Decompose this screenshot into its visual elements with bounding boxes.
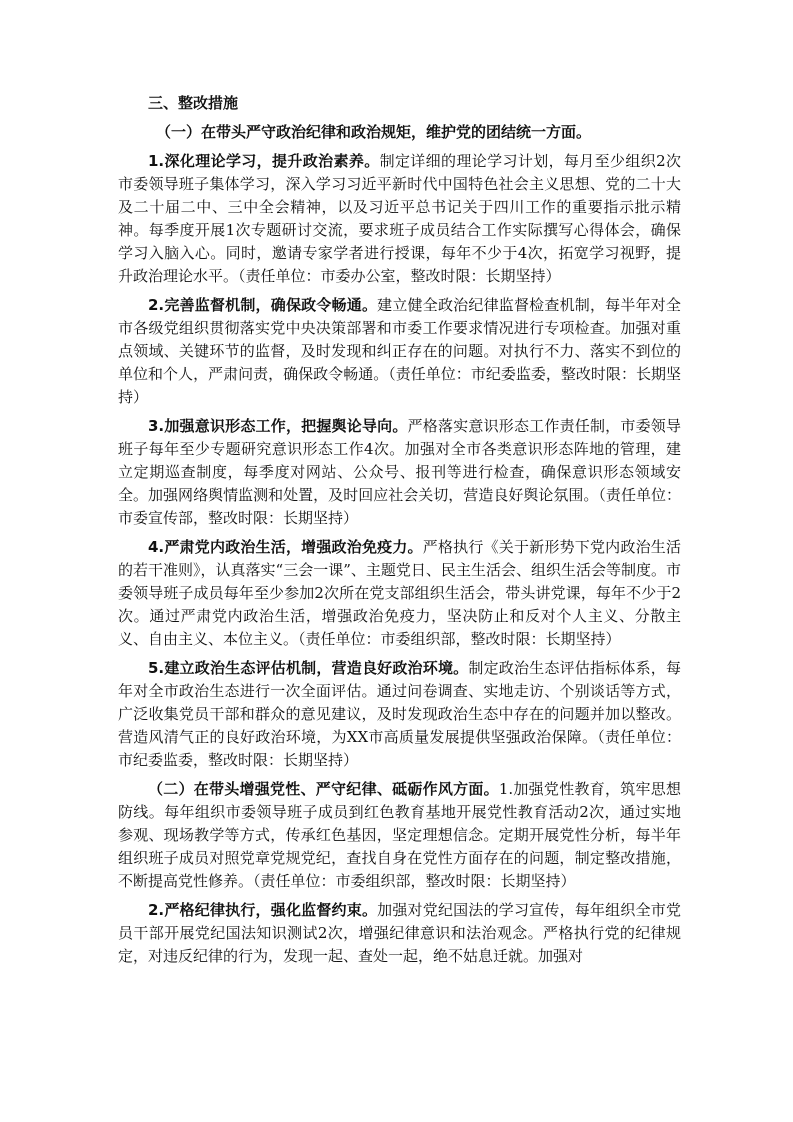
paragraph-heading: 1.深化理论学习，提升政治素养。 (148, 152, 380, 170)
paragraph-item-5 (118, 657, 681, 772)
paragraph-body: 建立健全政治纪律监督检查机制，每半年对全市各级党组织贯彻落实党中央决策部署和市委工作要求情况进行专项检查。加强对重点领域、关键环节的监督，及时发现和纠正存在的问题。对执行不力、落实不到位的单位和个人，严肃问责，确保政令畅通。（责任单位：市纪委监委，整改时限：长期坚持） (118, 296, 681, 406)
subsection-2-paragraph (118, 778, 681, 893)
paragraph-heading: 3.加强意识形态工作，把握舆论导向。 (148, 417, 408, 435)
paragraph-body: 1.加强党性教育，筑牢思想防线。每年组织市委领导班子成员到红色教育基地开展党性教育活动2次，通过实地参观、现场教学等方式，传承红色基因，坚定理想信念。定期开展党性分析，每半年组织班子成员对照党章党规党纪，查找自身在党性方面存在的问题，制定整改措施，不断提高党性修养。（责任单位：市委组织部，整改时限：长期坚持） (118, 780, 681, 890)
section-title: 三、整改措施 (148, 94, 239, 112)
paragraph-item-1 (118, 150, 681, 288)
paragraph-heading: 2.完善监督机制，确保政令畅通。 (148, 296, 378, 314)
paragraph-item-3 (118, 415, 681, 530)
paragraph-item-2b (118, 899, 681, 968)
subsection-title-1: （一）在带头严守政治纪律和政治规矩，维护党的团结统一方面。 (156, 123, 592, 141)
paragraph-heading: 2.严格纪律执行，强化监督约束。 (148, 901, 378, 919)
paragraph-item-4 (118, 536, 681, 651)
paragraph-body: 制定政治生态评估指标体系，每年对全市政治生态进行一次全面评估。通过问卷调查、实地走访、个别谈话等方式，广泛收集党员干部和群众的意见建议，及时发现政治生态中存在的问题并加以整改。营造风清气正的良好政治环境，为XX市高质量发展提供坚强政治保障。（责任单位：市纪委监委，整改时限：长期坚持） (118, 659, 681, 769)
paragraph-body: 严格落实意识形态工作责任制，市委领导班子每年至少专题研究意识形态工作4次。加强对全市各类意识形态阵地的管理，建立定期巡查制度，每季度对网站、公众号、报刊等进行检查，确保意识形态领域安全。加强网络舆情监测和处置，及时回应社会关切，营造良好舆论氛围。（责任单位：市委宣传部，整改时限：长期坚持） (118, 417, 681, 527)
paragraph-body: 加强对党纪国法的学习宣传，每年组织全市党员干部开展党纪国法知识测试2次，增强纪律意识和法治观念。严格执行党的纪律规定，对违反纪律的行为，发现一起、查处一起，绝不姑息迁就。加强对 (118, 901, 681, 965)
paragraph-heading: 4.严肃党内政治生活，增强政治免疫力。 (148, 538, 423, 556)
paragraph-heading: 5.建立政治生态评估机制，营造良好政治环境。 (148, 659, 469, 677)
paragraph-item-2 (118, 294, 681, 409)
paragraph-body: 严格执行《关于新形势下党内政治生活的若干准则》，认真落实“三会一课”、主题党日、民主生活会、组织生活会等制度。市委领导班子成员每年至少参加2次所在党支部组织生活会，带头讲党课，每年不少于2次。通过严肃党内政治生活，增强政治免疫力，坚决防止和反对个人主义、分散主义、自由主义、本位主义。（责任单位：市委组织部，整改时限：长期坚持） (118, 538, 681, 648)
document-page (118, 92, 681, 974)
subsection-title-2: （二）在带头增强党性、严守纪律、砥砺作风方面。 (148, 780, 499, 798)
paragraph-body: 制定详细的理论学习计划，每月至少组织2次市委领导班子集体学习，深入学习习近平新时代中国特色社会主义思想、党的二十大及二十届二中、三中全会精神，以及习近平总书记关于四川工作的重要指示批示精神。每季度开展1次专题研讨交流，要求班子成员结合工作实际撰写心得体会，确保学习入脑入心。同时，邀请专家学者进行授课，每年不少于4次，拓宽学习视野，提升政治理论水平。（责任单位：市委办公室，整改时限：长期坚持） (118, 152, 682, 285)
